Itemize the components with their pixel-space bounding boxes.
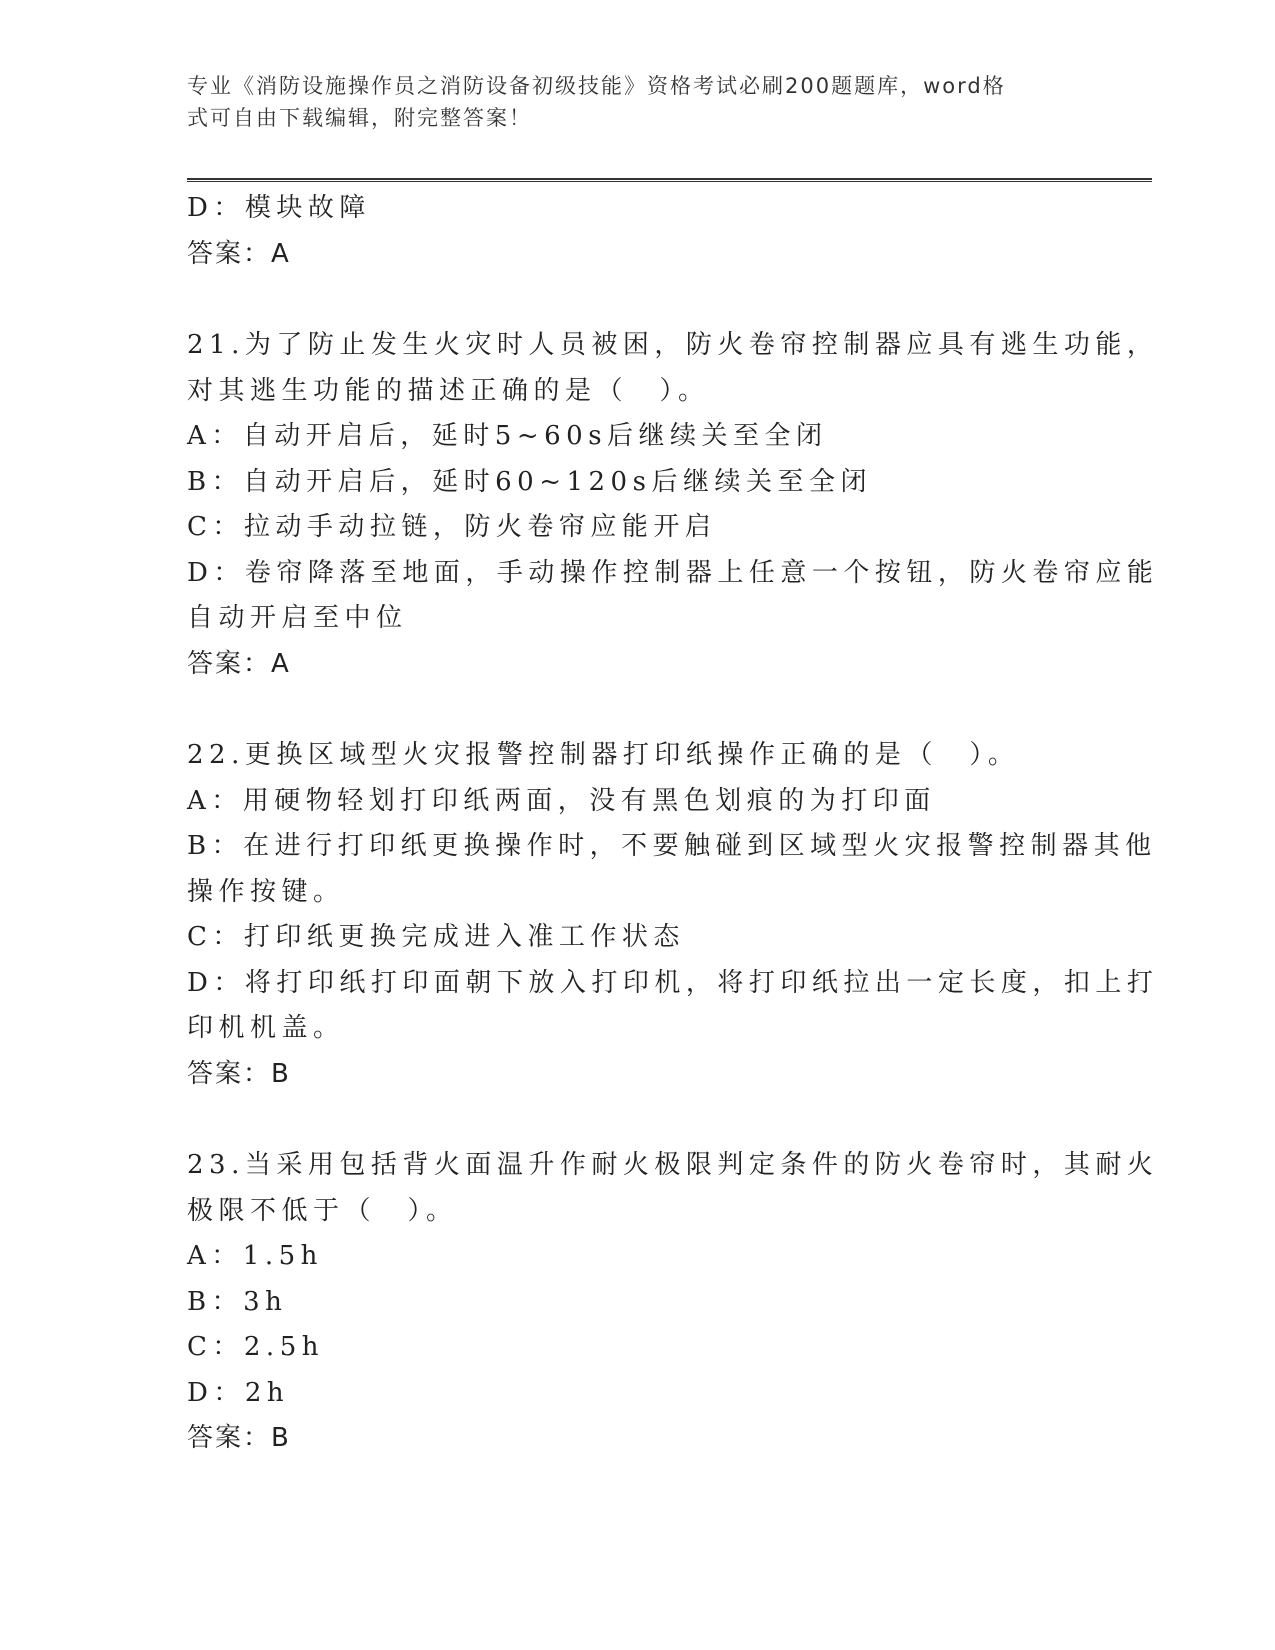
option-d: D：2h	[187, 1377, 290, 1408]
option-c: C：2.5h	[187, 1332, 324, 1362]
question-stem: 23.当采用包括背火面温升作耐火极限判定条件的防火卷帘时，其耐火	[187, 1150, 1159, 1180]
option-a: A：1.5h	[187, 1241, 323, 1271]
answer: 答案：A	[187, 648, 291, 679]
option-a: A：用硬物轻划打印纸两面，没有黑色划痕的为打印面	[187, 785, 936, 816]
question-stem: 22.更换区域型火灾报警控制器打印纸操作正确的是（ ）。	[187, 740, 1020, 770]
option-b: B：自动开启后，延时60~120s后继续关至全闭	[187, 466, 872, 497]
spacer	[187, 1097, 1087, 1143]
option-d: D：将打印纸打印面朝下放入打印机，将打印纸拉出一定长度，扣上打	[187, 967, 1159, 998]
header-divider	[187, 178, 1152, 182]
answer: 答案：B	[187, 1058, 291, 1089]
prev-option-d: D：模块故障	[187, 193, 371, 223]
option-d: D：卷帘降落至地面，手动操作控制器上任意一个按钮，防火卷帘应能	[187, 557, 1159, 588]
question-22	[187, 733, 1159, 1097]
question-23	[187, 1143, 1159, 1462]
option-b: B：在进行打印纸更换操作时，不要触碰到区域型火灾报警控制器其他	[187, 831, 1157, 861]
question-stem: 极限不低于（ ）。	[187, 1195, 458, 1226]
header-line-2: 式可自由下载编辑，附完整答案！	[187, 106, 532, 130]
option-c: C：拉动手动拉链，防火卷帘应能开启	[187, 512, 717, 542]
prev-answer: 答案：A	[187, 238, 291, 269]
option-b-continued: 操作按键。	[187, 876, 345, 907]
document-header	[187, 70, 1067, 134]
option-c: C：打印纸更换完成进入准工作状态	[187, 922, 685, 952]
option-a: A：自动开启后，延时5~60s后继续关至全闭	[187, 421, 828, 451]
answer: 答案：B	[187, 1423, 291, 1453]
spacer	[187, 687, 1087, 733]
option-b: B：3h	[187, 1286, 288, 1317]
spacer	[187, 277, 1087, 323]
header-line-1: 专业《消防设施操作员之消防设备初级技能》资格考试必刷200题题库，word格	[187, 74, 1006, 98]
question-stem: 21.为了防止发生火灾时人员被困，防火卷帘控制器应具有逃生功能，	[187, 330, 1159, 360]
option-d-continued: 自动开启至中位	[187, 603, 408, 633]
question-stem: 对其逃生功能的描述正确的是（ ）。	[187, 375, 710, 406]
question-21	[187, 323, 1159, 687]
option-d-continued: 印机机盖。	[187, 1013, 345, 1043]
document-body	[187, 186, 1159, 1462]
